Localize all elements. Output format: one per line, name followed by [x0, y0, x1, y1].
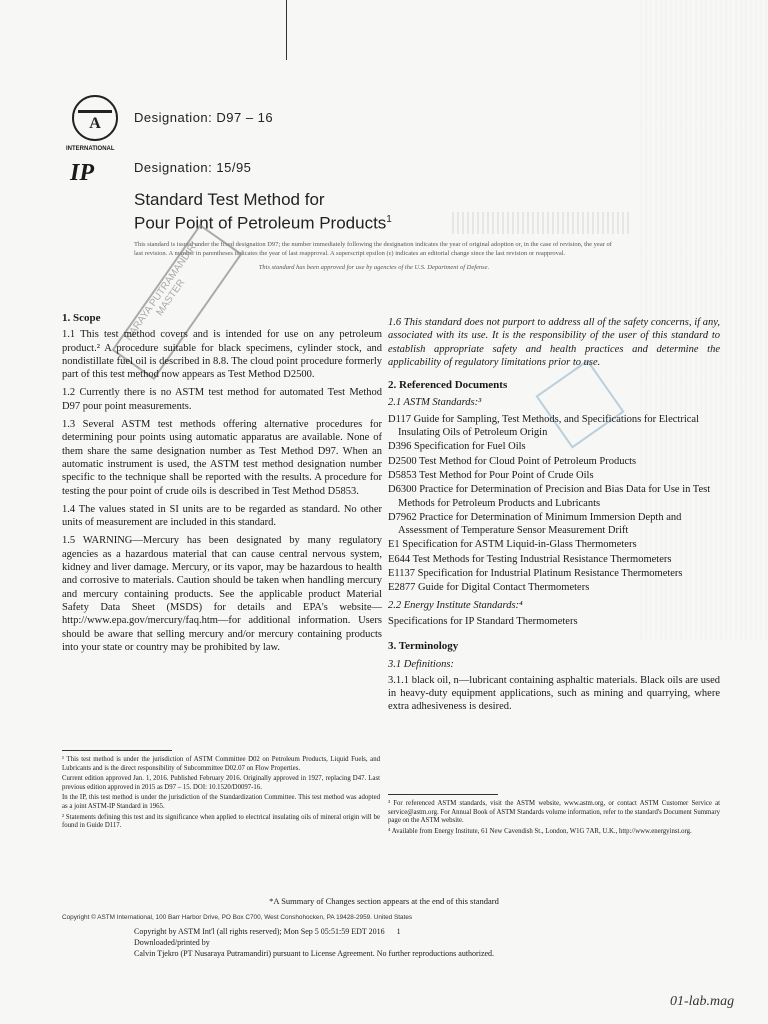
footnote-3: ³ For referenced ASTM standards, visit the ASTM website, www.astm.org, or contact ASTM Customer Service at service@astm.org. For Annual Book of ASTM Standards volume information, refer to the standard's Document Summary page on the ASTM website.	[388, 800, 720, 825]
handwritten-note: 01-lab.mag	[670, 994, 735, 1009]
footnote-2: ² Statements defining this test and its significance when applied to electrical insulating oils of mineral origin will be found in Guide D117.	[62, 813, 380, 830]
document-title	[134, 190, 392, 234]
footnote-rule-right	[388, 794, 498, 795]
footnotes-right	[388, 800, 720, 836]
reference-item: D7962 Practice for Determination of Minimum Immersion Depth and Assessment of Temperature Sensor Measurement Drift	[388, 511, 682, 537]
para-1-6: 1.6 This standard does not purport to address all of the safety concerns, if any, associated with its use. It is the responsibility of the user of this standard to establish appropriate safety and health practices and determine the applicability of regulatory limitations prior to use.	[388, 317, 720, 368]
footnote-1: ¹ This test method is under the jurisdiction of ASTM Committee D02 on Petroleum Products, Liquid Fuels, and Lubricants and is the direct responsibility of Subcommittee D02.07 on Flow Properties.	[62, 756, 380, 772]
section-heading-terminology: 3. Terminology	[388, 640, 459, 653]
reference-item: D117 Guide for Sampling, Test Methods, and Specifications for Electrical Insulating Oils of Petroleum Origin	[388, 413, 699, 439]
reference-item: D396 Specification for Fuel Oils	[388, 441, 526, 453]
title-footnote-mark: 1	[386, 214, 392, 225]
reference-list	[388, 413, 720, 595]
footnotes-left	[62, 756, 380, 831]
para-1-1: 1.1 This test method covers and is intended for use on any petroleum product.² A procedure suitable for black specimens, cylinder stock, and nondistillate fuel oil is described in 8.8. The cloud point procedure formerly part of this test method now appears as Test Method D2500.	[62, 329, 382, 381]
para-1-4: 1.4 The values stated in SI units are to be regarded as standard. No other units of measurement are included in this standard.	[62, 503, 382, 529]
summary-notice: *A Summary of Changes section appears at the end of this standard	[269, 896, 499, 906]
license-block	[134, 926, 614, 959]
right-column	[388, 316, 720, 719]
scan-mark	[286, 0, 287, 60]
section-heading-references: 2. Referenced Documents	[388, 379, 508, 392]
section-heading-scope: 1. Scope	[62, 312, 101, 324]
copyright-line: Copyright © ASTM International, 100 Barr Harbor Drive, PO Box C700, West Conshohocken, PA 19428-2959. United States	[62, 914, 413, 921]
designation-astm: Designation: D97 – 16	[134, 110, 274, 125]
preamble-dod: This standard has been approved for use by agencies of the U.S. Department of Defense.	[258, 264, 490, 271]
reference-item: E644 Test Methods for Testing Industrial Resistance Thermometers	[388, 553, 672, 565]
license-line-1: Copyright by ASTM Int'l (all rights reserved); Mon Sep 5 05:51:59 EDT 2016	[134, 927, 385, 936]
footnote-1-edition: Current edition approved Jan. 1, 2016. Published February 2016. Originally approved in 1927, replacing D47. Last previous edition approved in 2015 as D97 – 15. DOI: 10.1520/D0097-16.	[62, 775, 380, 791]
reference-item: E1 Specification for ASTM Liquid-in-Glass Thermometers	[388, 539, 637, 551]
para-3-1-1: 3.1.1 black oil, n—lubricant containing asphaltic materials. Black oils are used in heavy-duty equipment applications, such as mining and quarrying, where extra adhesiveness is desired.	[388, 674, 720, 713]
reference-item: D6300 Practice for Determination of Precision and Bias Data for Use in Test Methods for Petroleum Products and Lubricants	[388, 484, 711, 509]
subheading-astm-standards: 2.1 ASTM Standards:³	[388, 397, 482, 409]
ip-logo: IP	[70, 160, 94, 186]
reference-item: E2877 Guide for Digital Contact Thermometers	[388, 582, 590, 594]
license-line-3: Calvin Tjekro (PT Nusaraya Putramandiri) pursuant to License Agreement. No further reproductions authorized.	[134, 949, 495, 958]
astm-logo-text: INTERNATIONAL	[66, 146, 115, 152]
footnote-4: ⁴ Available from Energy Institute, 61 New Cavendish St., London, W1G 7AR, U.K., http://www.energyinst.org.	[388, 827, 692, 835]
subheading-definitions: 3.1 Definitions:	[388, 658, 454, 670]
left-column	[62, 312, 382, 659]
footnote-1-ip: In the IP, this test method is under the jurisdiction of the Standardization Committee. This test method was adopted as a joint ASTM-IP Standard in 1965.	[62, 794, 380, 810]
scan-noise	[452, 212, 632, 234]
reference-item: D2500 Test Method for Cloud Point of Petroleum Products	[388, 455, 637, 467]
reference-item-ei: Specifications for IP Standard Thermometers	[388, 615, 578, 627]
license-line-2: Downloaded/printed by	[134, 938, 210, 947]
title-line-1: Standard Test Method for	[134, 190, 325, 209]
para-1-3: 1.3 Several ASTM test methods offering alternative procedures for determining pour points using automatic apparatus are available. None of them share the same designation number as Test Method D97. When an automatic instrument is used, the ASTM test method designation number specific to the technique shall be reported with the results. A procedure for testing the pour point of crude oils is described in Test Method D5853.	[62, 419, 382, 497]
footnote-rule-left	[62, 750, 172, 751]
astm-logo-icon	[66, 92, 124, 150]
para-1-5: 1.5 WARNING—Mercury has been designated by many regulatory agencies as a hazardous material that can cause central nervous system, kidney and liver damage. Mercury, or its vapor, may be hazardous to health and corrosive to materials. Caution should be taken when handling mercury and mercury containing products. See the applicable product Material Safety Data Sheet (MSDS) for details and EPA's website—http://www.epa.gov/mercury/faq.htm—for additional information. Users should be aware that selling mercury and/or mercury containing products into your state or country may be prohibited by law.	[62, 535, 382, 653]
preamble-text: This standard is issued under the fixed designation D97; the number immediately following the designation indicates the year of original adoption or, in the case of revision, the year of last revision. A number in parentheses indicates the year of last reapproval. A superscript epsilon (ε) indicates an editorial change since the last revision or reapproval.	[134, 241, 612, 257]
reference-item: E1137 Specification for Industrial Platinum Resistance Thermometers	[388, 568, 683, 580]
page-number: 1	[396, 927, 401, 936]
reference-item: D5853 Test Method for Pour Point of Crude Oils	[388, 469, 594, 481]
para-1-2: 1.2 Currently there is no ASTM test method for automated Test Method D97 pour point measurements.	[62, 387, 382, 412]
svg-text:A: A	[89, 115, 101, 132]
designation-ip: Designation: 15/95	[134, 160, 252, 175]
subheading-ei-standards: 2.2 Energy Institute Standards:⁴	[388, 599, 523, 611]
stamp: NARAYA PUTRAMANDIRI MASTER	[112, 224, 243, 380]
title-line-2: Pour Point of Petroleum Products	[134, 213, 387, 233]
